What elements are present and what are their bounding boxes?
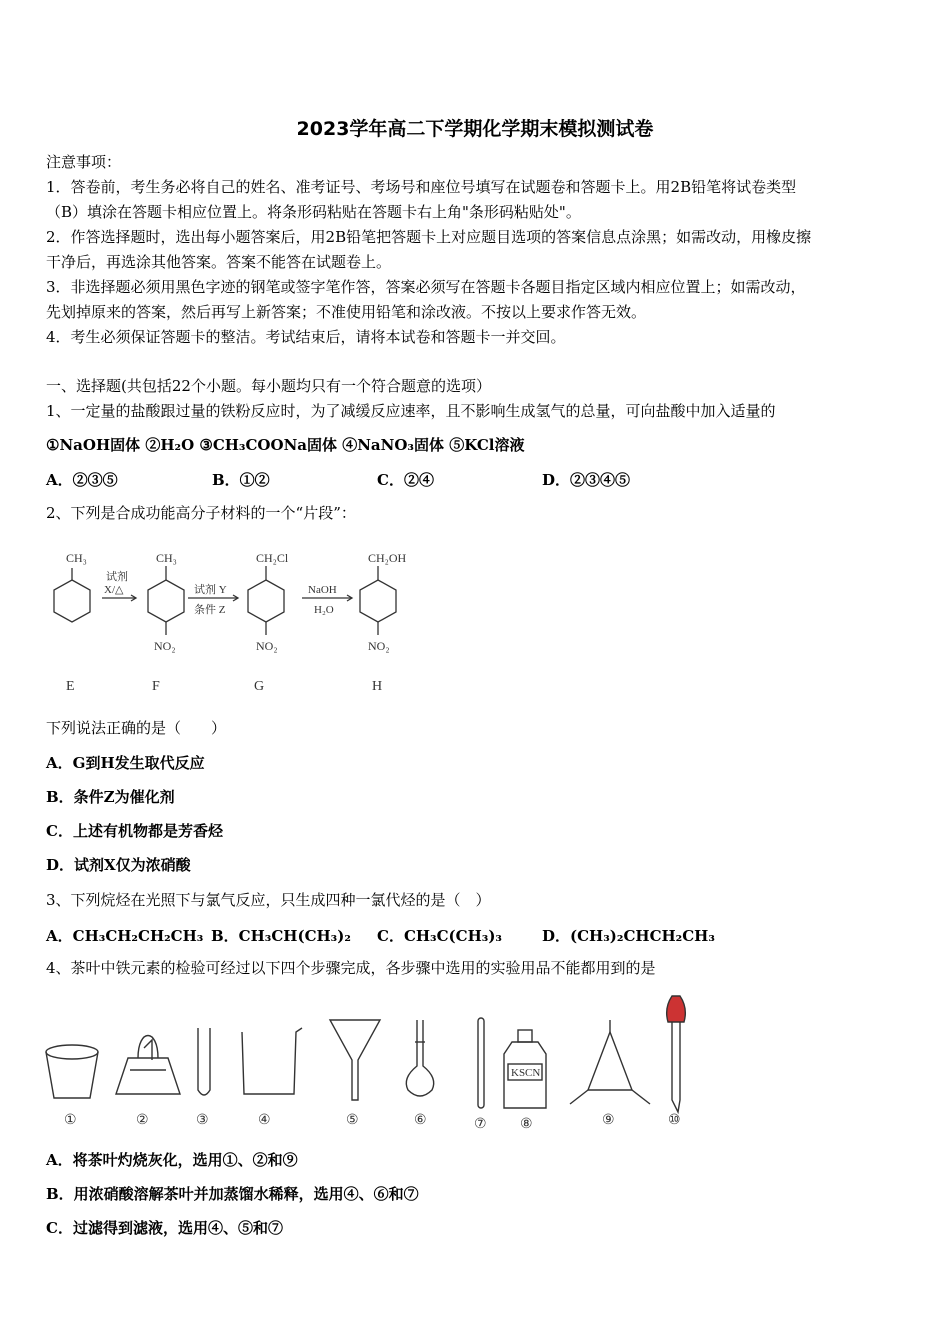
test-tube-icon <box>198 1028 210 1095</box>
crucible-icon <box>46 1045 98 1098</box>
label-f: F <box>152 679 160 694</box>
arrow1-top: 试剂 <box>106 571 128 583</box>
notice-item: 2．作答选择题时，选出每小题答案后，用2B铅笔把答题卡上对应题目选项的答案信息点涂黑；如需改动，用橡皮擦 <box>46 228 812 246</box>
notice-item: 4．考生必须保证答题卡的整洁。考试结束后，请将本试卷和答题卡一并交回。 <box>46 328 566 346</box>
notice-item: 1．答卷前，考生务必将自己的姓名、准考证号、考场号和座位号填写在试题卷和答题卡上。用2B铅笔将试卷类型 <box>46 178 797 196</box>
q2-stem: 2、下列是合成功能高分子材料的一个“片段”： <box>46 504 356 522</box>
f-nitro: NO₂ <box>154 639 176 653</box>
benzene-ring-g <box>248 580 284 622</box>
apparatus-label: ⑨ <box>602 1113 615 1128</box>
apparatus-label: ⑩ <box>668 1113 681 1128</box>
apparatus-figure <box>40 990 700 1135</box>
q3-stem: 3、下列烷烃在光照下与氯气反应，只生成四种一氯代烃的是（ ） <box>46 891 491 909</box>
q2-option-d[interactable]: D．试剂X仅为浓硝酸 <box>46 856 191 874</box>
arrow3-bottom: H₂O <box>314 604 334 616</box>
burner-icon <box>116 1036 180 1095</box>
benzene-ring-h <box>360 580 396 622</box>
apparatus-label: ⑤ <box>346 1113 359 1128</box>
arrow2-bottom: 条件 Z <box>194 604 226 616</box>
notice-heading: 注意事项： <box>46 153 122 171</box>
reaction-scheme <box>40 540 440 700</box>
notice-item: 干净后，再选涂其他答案。答案不能答在试题卷上。 <box>46 253 392 271</box>
q3-option-a[interactable]: A．CH₃CH₂CH₂CH₃ <box>46 927 204 945</box>
g-substituent: CH₂Cl <box>256 551 289 565</box>
kscn-label: KSCN <box>511 1067 541 1079</box>
q1-reagents: ①NaOH固体 ②H₂O ③CH₃COONa固体 ④NaNO₃固体 ⑤KCl溶液 <box>46 436 525 454</box>
q4-stem: 4、茶叶中铁元素的检验可经过以下四个步骤完成，各步骤中选用的实验用品不能都用到的是 <box>46 959 656 977</box>
notice-item: （B）填涂在答题卡相应位置上。将条形码粘贴在答题卡右上角"条形码粘贴处"。 <box>46 203 581 221</box>
g-nitro: NO₂ <box>256 639 278 653</box>
apparatus-label: ③ <box>196 1113 209 1128</box>
apparatus-label: ② <box>136 1113 149 1128</box>
q1-option-c[interactable]: C．②④ <box>377 471 434 489</box>
dropper-icon <box>667 996 686 1112</box>
q2-option-a[interactable]: A．G到H发生取代反应 <box>46 754 205 772</box>
q1-option-d[interactable]: D．②③④⑤ <box>542 471 631 489</box>
volumetric-flask-icon <box>406 1020 433 1096</box>
notice-item: 3．非选择题必须用黑色字迹的钢笔或签字笔作答，答案必须写在答题卡各题目指定区域内相应位置上；如需改动， <box>46 278 806 296</box>
beaker-icon <box>242 1028 302 1094</box>
q2-option-c[interactable]: C．上述有机物都是芳香烃 <box>46 822 223 840</box>
q4-option-a[interactable]: A．将茶叶灼烧灰化，选用①、②和⑨ <box>46 1151 298 1169</box>
h-substituent: CH₂OH <box>368 551 407 565</box>
section-heading: 一、选择题(共包括22个小题。每小题均只有一个符合题意的选项） <box>46 377 491 395</box>
benzene-ring-e <box>54 580 90 622</box>
q4-option-c[interactable]: C．过滤得到滤液，选用④、⑤和⑦ <box>46 1219 283 1237</box>
q1-stem: 1、一定量的盐酸跟过量的铁粉反应时，为了减缓反应速率，且不影响生成氢气的总量，可向盐酸中加入适量的 <box>46 402 776 420</box>
q4-option-b[interactable]: B．用浓硝酸溶解茶叶并加蒸馏水稀释，选用④、⑥和⑦ <box>46 1185 419 1203</box>
q2-option-b[interactable]: B．条件Z为催化剂 <box>46 788 175 806</box>
arrow3-top: NaOH <box>308 584 337 596</box>
q1-option-a[interactable]: A．②③⑤ <box>46 471 118 489</box>
e-substituent: CH₃ <box>66 551 87 565</box>
apparatus-label: ⑥ <box>414 1113 427 1128</box>
q3-option-c[interactable]: C．CH₃C(CH₃)₃ <box>377 927 503 945</box>
page-title: 2023学年高二下学期化学期末模拟测试卷 <box>296 118 654 140</box>
apparatus-label: ⑦ <box>474 1117 487 1132</box>
apparatus-label: ④ <box>258 1113 271 1128</box>
clay-triangle-icon <box>570 1020 650 1104</box>
notice-item: 先划掉原来的答案，然后再写上新答案；不准使用铅笔和涂改液。不按以上要求作答无效。 <box>46 303 647 321</box>
label-h: H <box>372 679 383 694</box>
label-e: E <box>66 679 75 694</box>
label-g: G <box>254 679 265 694</box>
apparatus-label: ① <box>64 1113 77 1128</box>
benzene-ring-f <box>148 580 184 622</box>
f-substituent: CH₃ <box>156 551 177 565</box>
funnel-icon <box>330 1020 380 1100</box>
arrow2-top: 试剂 Y <box>194 584 227 596</box>
h-nitro: NO₂ <box>368 639 390 653</box>
q3-option-d[interactable]: D．(CH₃)₂CHCH₂CH₃ <box>542 927 715 945</box>
q3-option-b[interactable]: B．CH₃CH(CH₃)₂ <box>211 927 351 945</box>
q1-option-b[interactable]: B．①② <box>212 471 270 489</box>
glass-rod-icon <box>478 1018 484 1108</box>
apparatus-label: ⑧ <box>520 1117 533 1132</box>
arrow1-bottom: X/△ <box>104 584 124 596</box>
q2-ask: 下列说法正确的是（ ） <box>46 719 227 737</box>
